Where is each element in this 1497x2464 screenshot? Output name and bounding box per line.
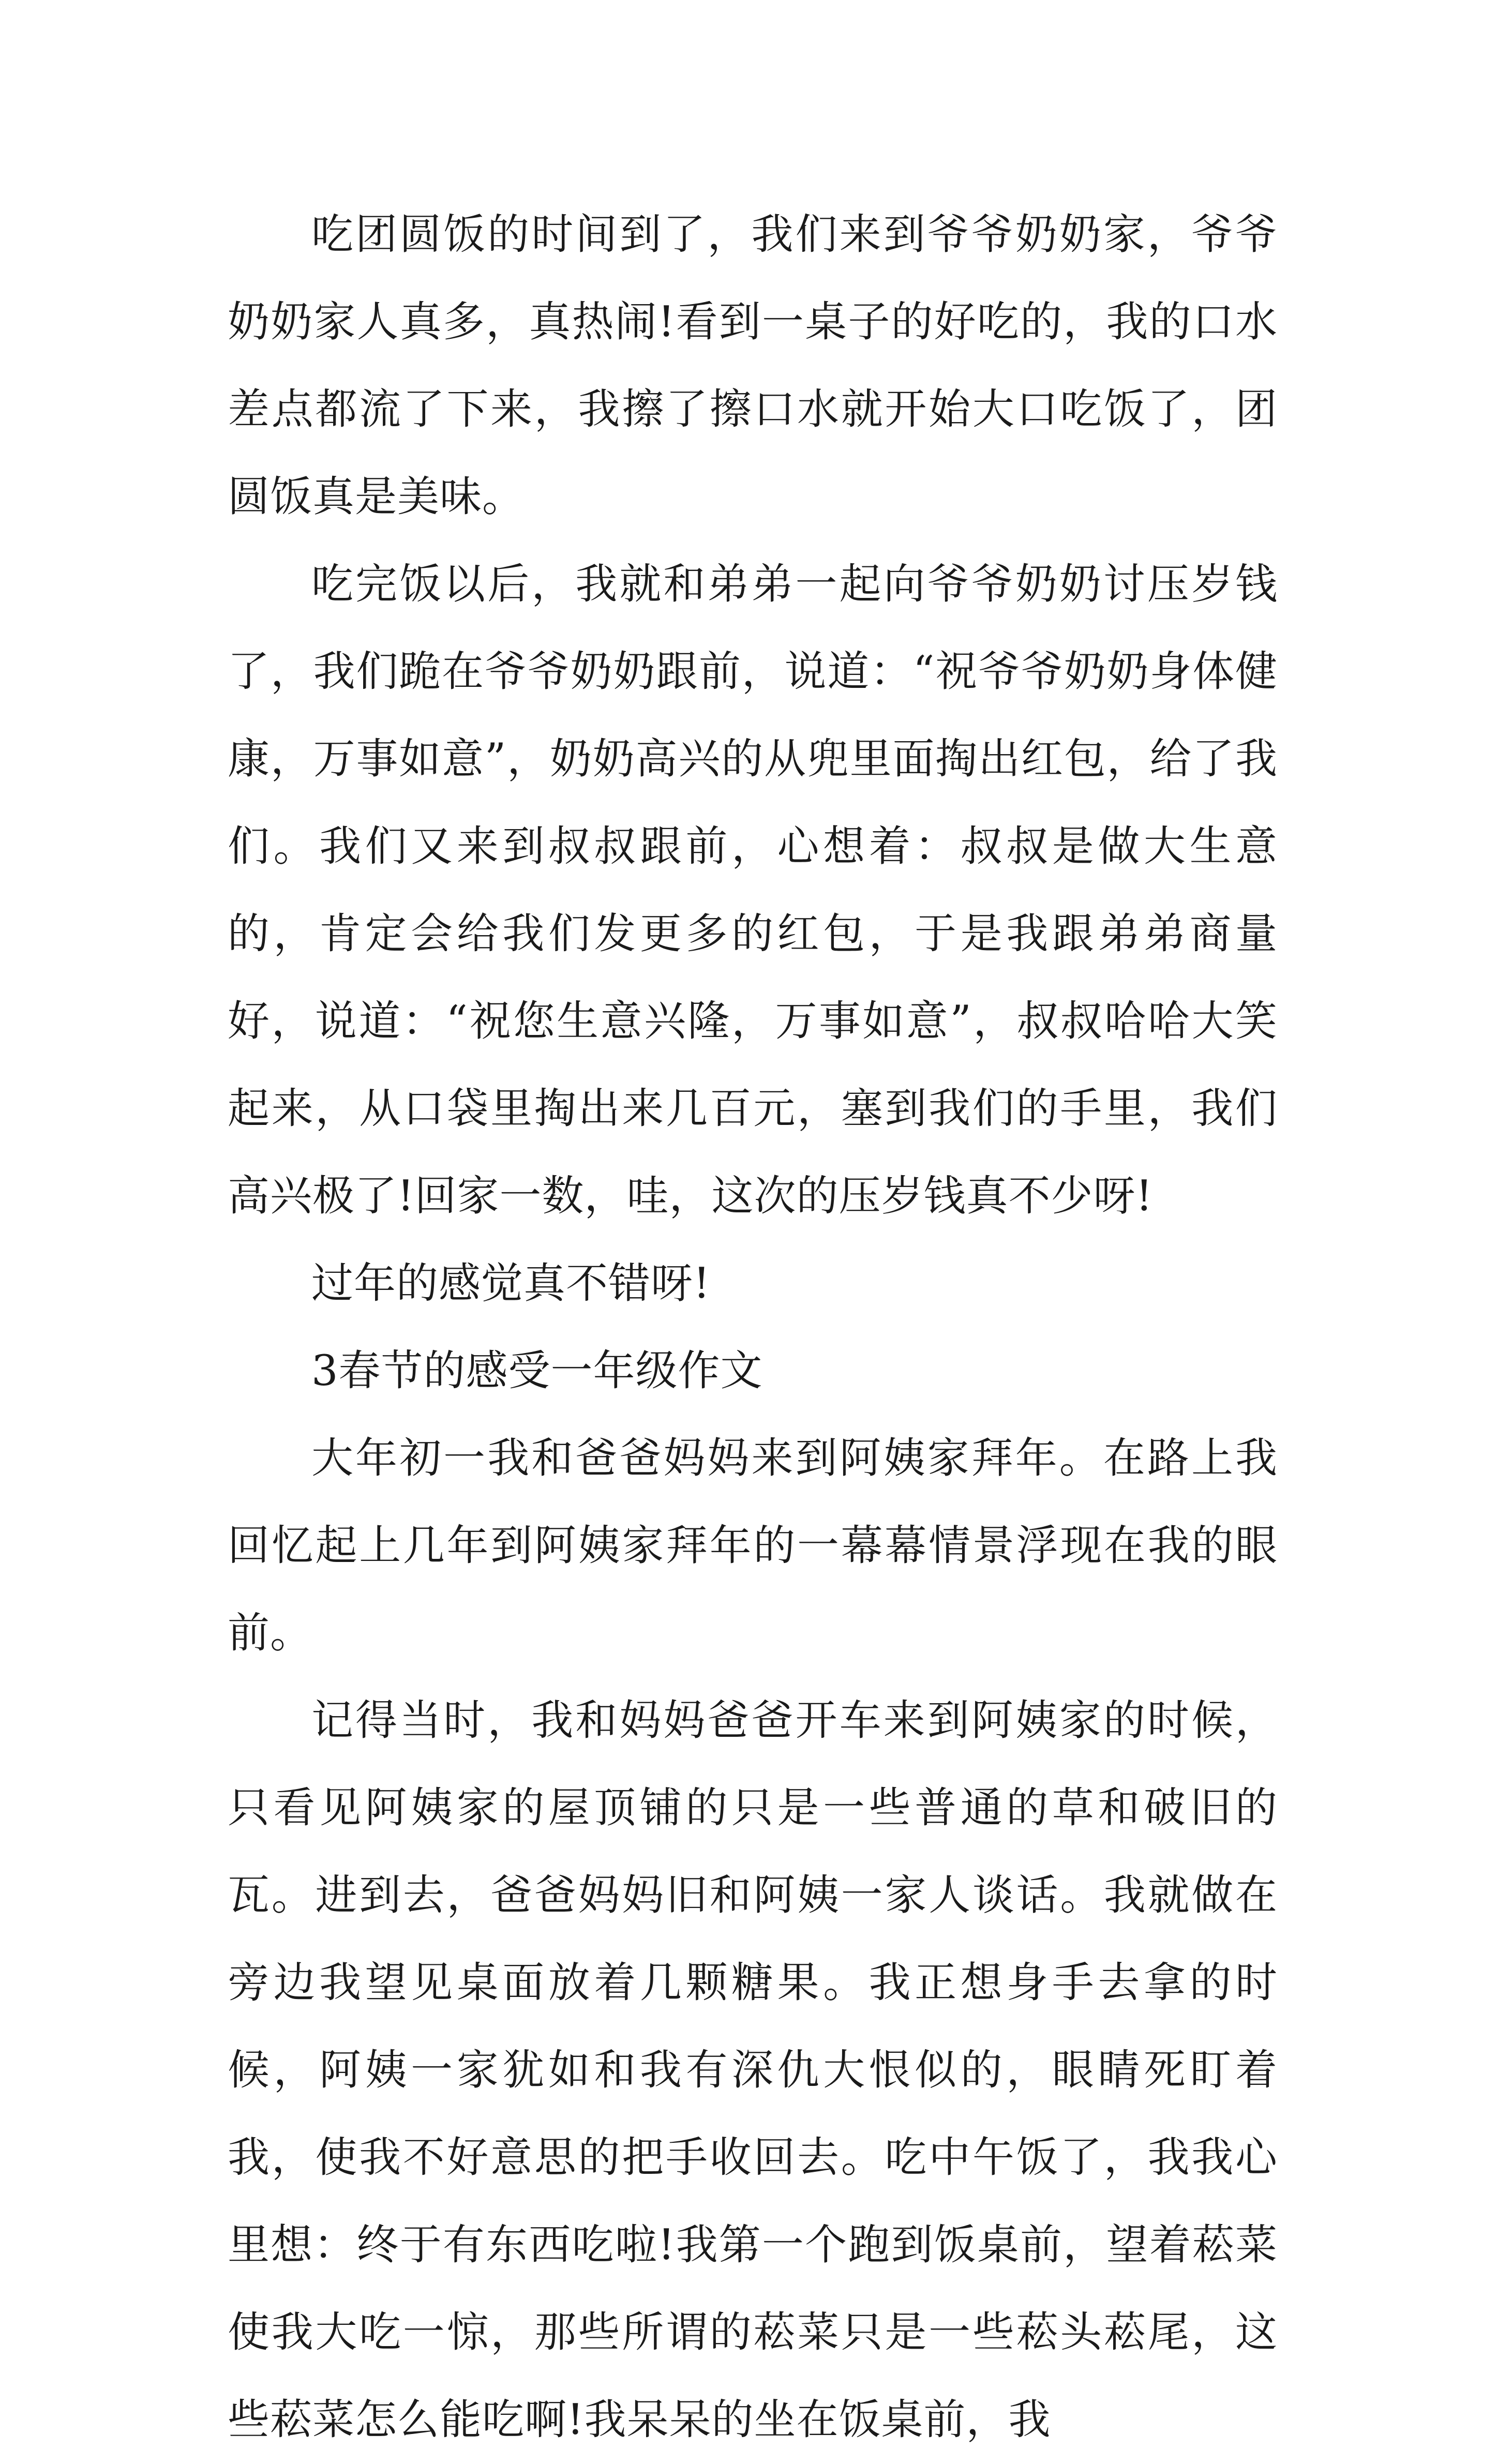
- essay-body: [228, 191, 1278, 2464]
- paragraph-new-year-visit: 大年初一我和爸爸妈妈来到阿姨家拜年。在路上我回忆起上几年到阿姨家拜年的一幕幕情景浮现在我的眼前。: [228, 1434, 1278, 1658]
- paragraph-memory: 记得当时，我和妈妈爸爸开车来到阿姨家的时候，只看见阿姨家的屋顶铺的只是一些普通的草和破旧的瓦。进到去，爸爸妈妈旧和阿姨一家人谈话。我就做在旁边我望见桌面放着几颗糖果。我正想身手去拿的时候，阿姨一家犹如和我有深仇大恨似的，眼睛死盯着我，使我不好意思的把手收回去。吃中午饭了，我我心里想：终于有东西吃啦!我第一个跑到饭桌前，望着菘菜使我大吃一惊，那些所谓的菘菜只是一些菘头菘尾，这些菘菜怎么能吃啊!我呆呆的坐在饭桌前，我: [228, 1696, 1278, 2444]
- essay-heading: 3春节的感受一年级作文: [311, 1347, 763, 1395]
- paragraph-lucky-money: 吃完饭以后，我就和弟弟一起向爷爷奶奶讨压岁钱了，我们跪在爷爷奶奶跟前，说道：“祝爷爷奶奶身体健康，万事如意”，奶奶高兴的从兜里面掏出红包，给了我们。我们又来到叔叔跟前，心想着：叔叔是做大生意的，肯定会给我们发更多的红包，于是我跟弟弟商量好，说道：“祝您生意兴隆，万事如意”，叔叔哈哈大笑起来，从口袋里掏出来几百元，塞到我们的手里，我们高兴极了!回家一数，哇，这次的压岁钱真不少呀!: [228, 560, 1278, 1221]
- paragraph-reunion-dinner: 吃团圆饭的时间到了，我们来到爷爷奶奶家，爷爷奶奶家人真多，真热闹!看到一桌子的好吃的，我的口水差点都流了下来，我擦了擦口水就开始大口吃饭了，团圆饭真是美味。: [228, 211, 1278, 521]
- paragraph-conclusion: 过年的感觉真不错呀!: [311, 1259, 711, 1308]
